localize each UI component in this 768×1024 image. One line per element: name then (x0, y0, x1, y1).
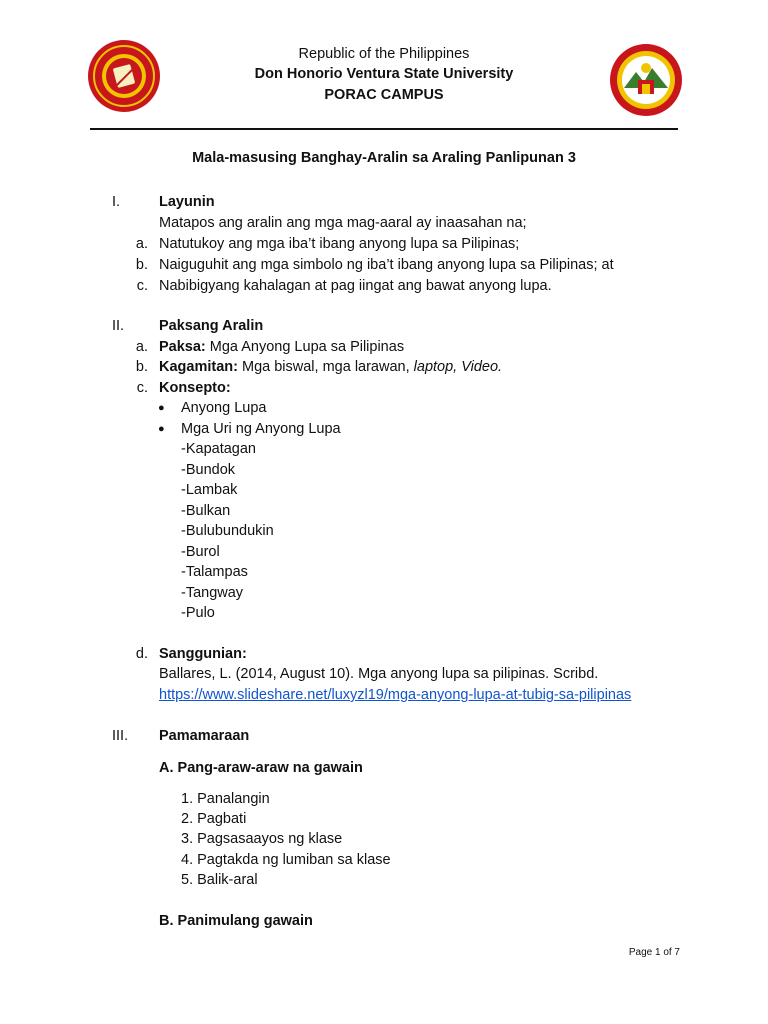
paksa-line (159, 338, 404, 356)
list-item: -Bulkan (181, 503, 231, 519)
republic-line: Republic of the Philippines (298, 46, 470, 62)
list-item: -Pulo (181, 605, 215, 621)
paksa-key: Paksa: (159, 339, 206, 355)
list-item: -Bundok (181, 462, 236, 478)
page-title: Mala-masusing Banghay-Aralin sa Araling Panlipunan 3 (192, 150, 576, 166)
page-number: Page 1 of 7 (628, 947, 680, 958)
list-item: Naiguguhit ang mga simbolo ng iba’t ibang anyong lupa sa Pilipinas; at (159, 257, 614, 273)
campus-name: PORAC CAMPUS (324, 87, 444, 103)
list-label: d. (135, 646, 148, 662)
kagamitan-value: Mga biswal, mga larawan, (237, 359, 414, 375)
header-divider (90, 128, 678, 130)
reference-link[interactable]: https://www.slideshare.net/luxyzl19/mga-anyong-lupa-at-tubig-sa-pilipinas (159, 687, 632, 703)
section-heading-pamamaraan: Pamamaraan (159, 728, 250, 744)
section-numeral-3: III. (112, 728, 129, 744)
university-name: Don Honorio Ventura State University (254, 66, 514, 82)
list-item: Natutukoy ang mga iba’t ibang anyong lupa sa Pilipinas; (159, 236, 520, 252)
subheading-a: A. Pang-araw-araw na gawain (159, 760, 363, 776)
list-item: 4. Pagtakda ng lumiban sa klase (181, 852, 391, 868)
sanggunian-key: Sanggunian: (159, 646, 247, 662)
section-numeral-2: II. (112, 318, 125, 334)
paksa-value: Mga Anyong Lupa sa Pilipinas (205, 339, 405, 355)
list-item: 3. Pagsasaayos ng klase (181, 831, 343, 847)
section-heading-layunin: Layunin (159, 194, 215, 210)
list-label: a. (135, 236, 148, 252)
list-label: c. (136, 380, 148, 396)
section-numeral-1: I. (112, 194, 121, 210)
list-label: c. (136, 278, 148, 294)
list-item: 1. Panalangin (181, 791, 270, 807)
list-label: b. (135, 257, 148, 273)
list-item: 2. Pagbati (181, 811, 247, 827)
layunin-intro: Matapos ang aralin ang mga mag-aaral ay inaasahan na; (159, 215, 527, 231)
konsepto-key: Konsepto: (159, 380, 231, 396)
kagamitan-line (159, 358, 502, 376)
list-item: 5. Balik-aral (181, 872, 258, 888)
list-label: a. (135, 339, 148, 355)
kagamitan-key: Kagamitan: (159, 359, 238, 375)
list-item: -Lambak (181, 482, 238, 498)
bullet-icon: ● (158, 402, 165, 414)
kagamitan-italic: laptop, Video. (413, 359, 503, 375)
list-item: Mga Uri ng Anyong Lupa (181, 421, 341, 437)
list-item: Anyong Lupa (181, 400, 267, 416)
list-item: Nabibigyang kahalagan at pag iingat ang bawat anyong lupa. (159, 278, 552, 294)
list-item: -Kapatagan (181, 441, 256, 457)
list-label: b. (135, 359, 148, 375)
list-item: -Bulubundukin (181, 523, 274, 539)
subheading-b: B. Panimulang gawain (159, 913, 313, 929)
reference-text: Ballares, L. (2014, August 10). Mga anyong lupa sa pilipinas. Scribd. (159, 666, 599, 682)
section-heading-paksang-aralin: Paksang Aralin (159, 318, 264, 334)
bullet-icon: ● (158, 423, 165, 435)
list-item: -Burol (181, 544, 220, 560)
list-item: -Tangway (181, 585, 244, 601)
list-item: -Talampas (181, 564, 248, 580)
